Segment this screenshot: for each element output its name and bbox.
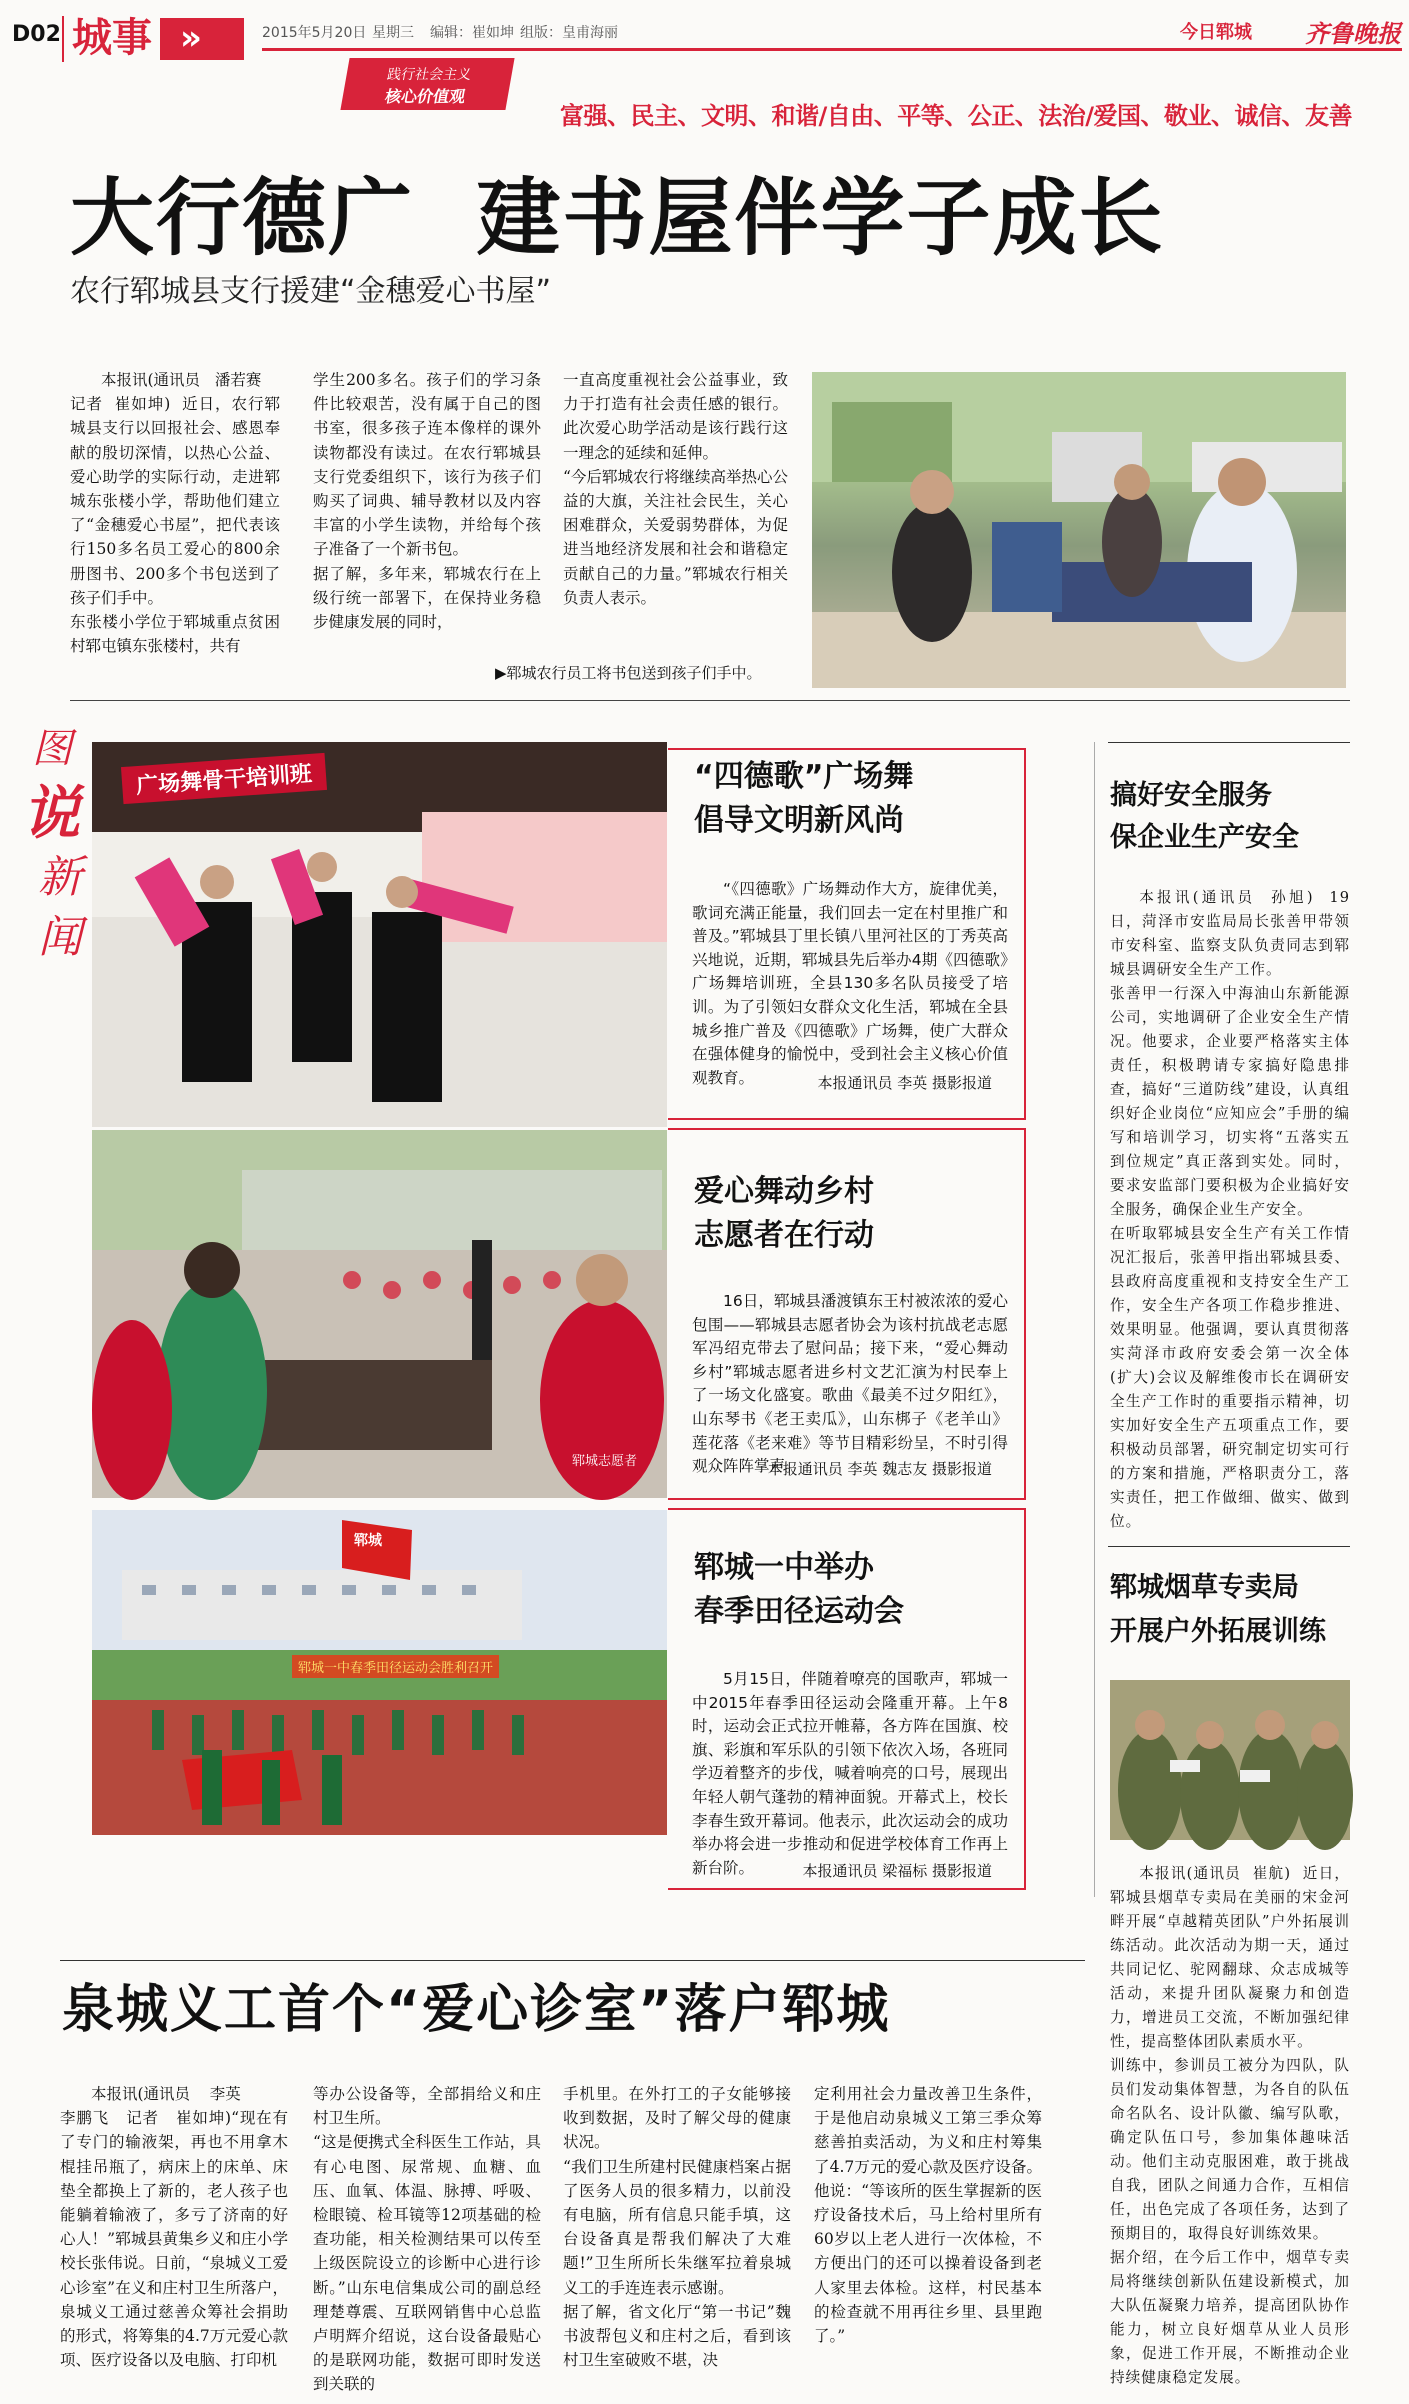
section-name: 城事 (72, 15, 152, 61)
values-badge (340, 58, 514, 110)
tushuo-title (22, 720, 82, 1040)
story3-body: 5月15日，伴随着嘹亮的国歌声，郓城一中2015年春季田径运动会隆重开幕。上午8时，运动会正式拉开帷幕，各方阵在国旗、校旗、彩旗和军乐队的引领下依次入场，各班同学迈着整齐的步伐，喊着响亮的口号，展现出年轻人朝气蓬勃的精神面貌。开幕式上，校长李春生致开幕词。他表示，此次运动会的成功举办将会进一步推动和促进学校体育工作再上新台阶。 (692, 1670, 1008, 1877)
section-arrow-icon: » (160, 18, 244, 60)
page-number: D02 (12, 22, 61, 47)
bottom-headline: 泉城义工首个“爱心诊室”落户郓城 (62, 1980, 891, 2040)
layout-credit: 组版：皇甫海丽 (520, 25, 618, 41)
lead-photo (812, 372, 1346, 688)
side1-body: 本报讯(通讯员 孙旭) 19日，菏泽市安监局局长张善甲带领市安科室、监察支队负责同志到郓城县调研安全生产工作。 张善甲一行深入中海油山东新能源公司，实地调研了企业安全生产情况。他要求，企业要严格落实主体责任，积极聘请专家搞好隐患排查，搞好“三道防线”建设，认真组织好企业岗位“应知应会”手册的编写和培训学习，切实将“五落实五到位规定”真正落到实处。同时，要求安监部门要积极为企业搞好安全服务，确保企业生产安全。 在听取郓城县安全生产有关工作情况汇报后，张善甲指出郓城县委、县政府高度重视和支持安全生产工作，安全生产各项工作稳步推进、效果明显。他强调，要认真贯彻落实菏泽市政府安委会第一次全体(扩大)会议及解维俊市长在调研安全生产工作时的重要指示精神，切实加好安全生产五项重点工作，要积极动员部署，研究制定切实可行的方案和措施，严格职责分工，落实责任，把工作做细、做实、做到位。 (1110, 889, 1350, 1530)
newspaper-logo: 齐鲁晚报 (1305, 19, 1401, 48)
bottom-column-1: 本报讯(通讯员 李英 李鹏飞 记者 崔如坤)“现在有了专门的输液架，再也不用拿木棍挂吊瓶了，病床上的床单、床垫全都换上了新的，老人孩子也能躺着输液了，多亏了济南的好心人！”郓城县黄集乡义和庄小学校长张伟说。日前，“泉城义工爱心诊室”在义和庄村卫生所落户，泉城义工通过慈善众筹社会捐助的形式，将筹集的4.7万元爱心款项、医疗设备以及电脑、打印机 (60, 2085, 288, 2370)
story1-title-line2: 倡导文明新风尚 (694, 803, 904, 838)
section-right-label: 今日郓城 (1180, 22, 1252, 43)
lead-column-2: 学生200多名。孩子们的学习条件比较艰苦，没有属于自己的图书室，很多孩子连本像样的课外读物都没有读过。在农行郓城县支行党委组织下，该行为孩子们购买了词典、辅导教材以及内容丰富的小学生读物，并给每个孩子准备了一个新书包。 据了解，多年来，郓城农行在上级行统一部署下，在保持业务稳步健康发展的同时， (313, 371, 541, 632)
top-rule (262, 48, 1402, 51)
story1-credit: 本报通讯员 李英 摄影报道 (817, 1074, 992, 1092)
side2-title-line2: 开展户外拓展训练 (1110, 1616, 1326, 1647)
story3-title-line1: 郓城一中举办 (694, 1550, 874, 1585)
story2-body: 16日，郓城县潘渡镇东王村被浓浓的爱心包围——郓城县志愿者协会为该村抗战老志愿军冯绍克带去了慰问品；接下来，“爱心舞动乡村”郓城志愿者进乡村文艺汇演为村民奉上了一场文化盛宴。歌曲《最美不过夕阳红》，山东琴书《老王卖瓜》，山东梆子《老羊山》莲花落《老来难》等节目精彩纷呈，不时引得观众阵阵掌声。 (692, 1292, 1008, 1476)
issue-date: 2015年5月20日 (262, 25, 367, 41)
story2-title-line2: 志愿者在行动 (694, 1218, 874, 1253)
tushuo-char-2: 说 (22, 779, 81, 847)
lead-photo-illustration (812, 372, 1346, 688)
bottom-column-3: 手机里。在外打工的子女能够接收到数据，及时了解父母的健康状况。 “我们卫生所建村民健康档案占据了医务人员的很多精力，以前没有电脑，所有信息只能手填，这台设备真是帮我们解决了大难题!”卫生所所长朱继军拉着泉城义工的手连连表示感谢。 据了解，省文化厅“第一书记”魏书波帮包义和庄村之后，看到该村卫生室破败不堪，决 (563, 2085, 791, 2370)
tushuo-char-4: 闻 (38, 912, 82, 963)
bottom-rule (60, 1960, 1085, 1961)
side2-body: 本报讯(通讯员 崔航) 近日，郓城县烟草专卖局在美丽的宋金河畔开展“卓越精英团队”户外拓展训练活动。此次活动为期一天，通过共同记忆、驼网翻球、众志成城等活动，来提升团队凝聚力和创造力，增进员工交流，不断加强纪律性，提高整体团队素质水平。 训练中，参训员工被分为四队，队员们发动集体智慧，为各自的队伍命名队名、设计队徽、编写队歌，确定队伍口号，参加集体趣味活动。他们主动克服困难，敢于挑战自我，团队之间通力合作，互相信任，出色完成了各项任务，达到了预期目的，取得良好训练效果。 据介绍，在今后工作中，烟草专卖局将继续创新队伍建设新模式，加大队伍凝聚力培养，提高团队协作能力，树立良好烟草从业人员形象，促进工作开展，不断推动企业持续健康稳定发展。 (1110, 1865, 1350, 2386)
tushuo-char-3: 新 (38, 852, 82, 903)
tushuo-char-1: 图 (32, 726, 72, 772)
story3-credit: 本报通讯员 梁福标 摄影报道 (802, 1862, 992, 1880)
side1-title-line2: 保企业生产安全 (1110, 822, 1299, 853)
sidebar-mid-rule (1108, 1546, 1350, 1547)
bottom-column-4: 定利用社会力量改善卫生条件，于是他启动泉城义工第三季众筹慈善拍卖活动，为义和庄村筹集了4.7万元的爱心款及医疗设备。他说：“等该所的医生掌握新的医疗设备技术后，马上给村里所有60岁以上老人进行一次体检，不方便出门的还可以操着设备到老人家里去体检。这样，村民基本的检查就不用再往乡里、县里跑了。” (814, 2085, 1042, 2346)
issue-weekday: 星期三 (372, 25, 414, 41)
badge-line2: 核心价值观 (383, 87, 467, 106)
story2-photo (92, 1130, 667, 1498)
lead-column-1: 本报讯(通讯员 潘若赛 记者 崔如坤) 近日，农行郓城县支行以回报社会、感恩奉献的殷切深情，以热心公益、爱心助学的实际行动，走进郓城东张楼小学，帮助他们建立了“金穗爱心书屋”，把代表该行150多名员工爱心的800余册图书、200多个书包送到了孩子们手中。 东张楼小学位于郓城重点贫困村郓屯镇东张楼村，共有 (70, 371, 280, 656)
lead-subhead: 农行郓城县支行援建“金穗爱心书屋” (70, 274, 552, 309)
story3-photo (92, 1510, 667, 1835)
story2-title-line1: 爱心舞动乡村 (694, 1174, 874, 1209)
story1-title-line1: “四德歌”广场舞 (694, 759, 914, 794)
story1-body: “《四德歌》广场舞动作大方，旋律优美，歌词充满正能量，我们回去一定在村里推广和普及。”郓城县丁里长镇八里河社区的丁秀英高兴地说，近期，郓城县先后举办4期《四德歌》广场舞培训班，全县130多名队员接受了培训。为了引领妇女群众文化生活，郓城在全县城乡推广普及《四德歌》广场舞，使广大群众在强体健身的愉悦中，受到社会主义核心价值观教育。 (692, 880, 1008, 1087)
story3-title-line2: 春季田径运动会 (694, 1594, 904, 1629)
side2-title-line1: 郓城烟草专卖局 (1110, 1572, 1299, 1603)
editor-credit: 编辑：崔如坤 (430, 25, 514, 41)
sidebar-top-rule (1108, 742, 1350, 743)
story2-vest-text: 郓城志愿者 (572, 1454, 638, 1469)
story2-photo-illustration (92, 1130, 667, 1498)
side2-photo-illustration (1110, 1680, 1350, 1840)
story1-photo-banner: 广场舞骨干培训班 (121, 753, 327, 804)
lead-column-3: 一直高度重视社会公益事业，致力于打造有社会责任感的银行。此次爱心助学活动是该行践行这一理念的延续和延伸。 “今后郓城农行将继续高举热心公益的大旗，关注社会民生，关心困难群众，关爱弱势群体，为促进当地经济发展和社会和谐稳定贡献自己的力量。”郓城农行相关负责人表示。 (563, 371, 788, 607)
story2-credit: 本报通讯员 李英 魏志友 摄影报道 (767, 1460, 992, 1478)
story3-photo-banner: 郓城一中春季田径运动会胜利召开 (292, 1655, 499, 1678)
bottom-column-2: 等办公设备等，全部捐给义和庄村卫生所。 “这是便携式全科医生工作站，具有心电图、尿常规、血糖、血压、血氧、体温、脉搏、呼吸、检眼镜、检耳镜等12项基础的检查功能，相关检测结果可以传至上级医院设立的诊断中心进行诊断。”山东电信集成公司的副总经理楚尊震、互联网销售中心总监卢明辉介绍说，这台设备最贴心的是联网功能，数据可即时发送到关联的 (313, 2085, 541, 2394)
masthead (0, 0, 1409, 130)
lead-headline: 大行德广 建书屋伴学子成长 (70, 169, 1165, 267)
side1-title-line1: 搞好安全服务 (1110, 780, 1272, 811)
story3-flag-text: 郓城 (354, 1533, 382, 1549)
header-separator (62, 16, 64, 62)
story1-photo (92, 742, 667, 1127)
side2-photo (1110, 1680, 1350, 1840)
core-values-line: 富强、民主、文明、和谐/自由、平等、公正、法治/爱国、敬业、诚信、友善 (560, 102, 1353, 130)
badge-line1: 践行社会主义 (385, 67, 473, 83)
lead-divider (70, 700, 1350, 701)
sidebar-vertical-rule (1094, 742, 1095, 1897)
lead-photo-caption: ▶郓城农行员工将书包送到孩子们手中。 (495, 664, 762, 682)
